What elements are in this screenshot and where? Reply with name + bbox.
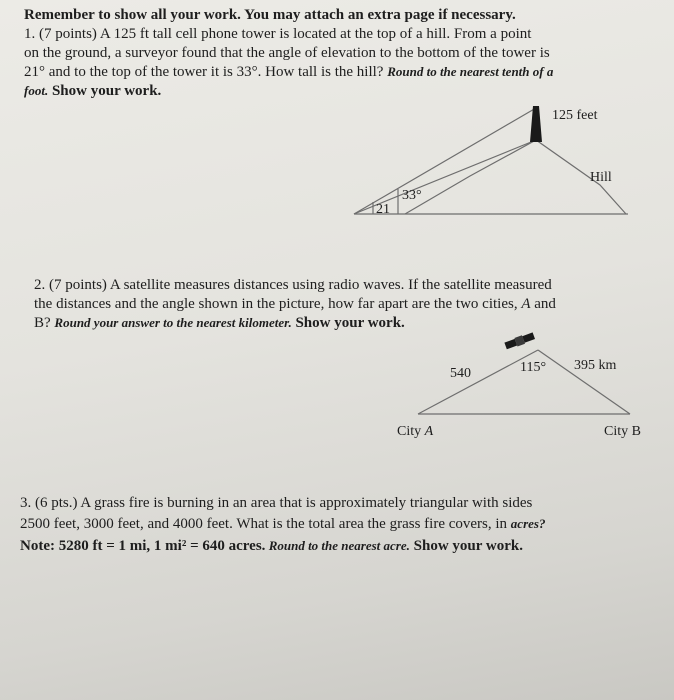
problem1-line3-text: 21° and to the top of the tower it is 33°. How tall is the hill?: [24, 64, 388, 80]
problem2-line2-text: the distances and the angle shown in the picture, how far apart are the two cities,: [34, 296, 522, 312]
problem1-line1: 1. (7 points) A 125 ft tall cell phone tower is located at the top of a hill. From a point: [24, 26, 532, 42]
problem2-city-a-letter: A: [521, 296, 531, 312]
problem1-show-work: Show your work.: [48, 83, 162, 99]
problem3-line1: 3. (6 pts.) A grass fire is burning in an area that is approximately triangular with sides: [20, 495, 533, 511]
tower-height-label: 125 feet: [552, 108, 598, 123]
problem3-line3: [20, 537, 523, 555]
problem3-unit: acres?: [510, 516, 546, 531]
problem3-line2: [20, 515, 545, 533]
angle-21-label: 21: [376, 202, 390, 217]
city-b-label: City B: [604, 424, 641, 439]
problem1-rounding-unit: foot.: [24, 83, 49, 98]
problem2-line2-and: and: [530, 296, 556, 312]
hill-label: Hill: [590, 170, 612, 185]
satellite-icon: [504, 331, 535, 350]
problem3-line2-text: 2500 feet, 3000 feet, and 4000 feet. What is the total area the grass fire covers, in: [20, 516, 511, 532]
problem3-rounding-instruction: Round to the nearest acre.: [265, 538, 410, 553]
problem3-conversion-note: Note: 5280 ft = 1 mi, 1 mi² = 640 acres.: [20, 538, 266, 554]
angle-33-label: 33°: [402, 188, 422, 203]
problem1-rounding-instruction: Round to the nearest tenth of a: [387, 64, 554, 79]
problem2-line1: 2. (7 points) A satellite measures distances using radio waves. If the satellite measured: [34, 277, 552, 293]
side-395-label: 395 km: [574, 358, 617, 373]
city-a-label: [397, 424, 433, 440]
side-540-label: 540: [450, 366, 471, 381]
problem3-show-work: Show your work.: [409, 538, 523, 554]
problem2-show-work: Show your work.: [291, 315, 405, 331]
header-instructions: Remember to show all your work. You may attach an extra page if necessary.: [24, 7, 516, 23]
problem1-line2: on the ground, a surveyor found that the angle of elevation to the bottom of the tower is: [24, 45, 550, 61]
city-a-letter: A: [424, 424, 434, 439]
problem2-line3-b: B?: [34, 315, 55, 331]
problem2-rounding-instruction: Round your answer to the nearest kilometer.: [54, 315, 292, 330]
angle-115-label: 115°: [520, 360, 547, 375]
city-a-prefix: City: [397, 424, 425, 439]
